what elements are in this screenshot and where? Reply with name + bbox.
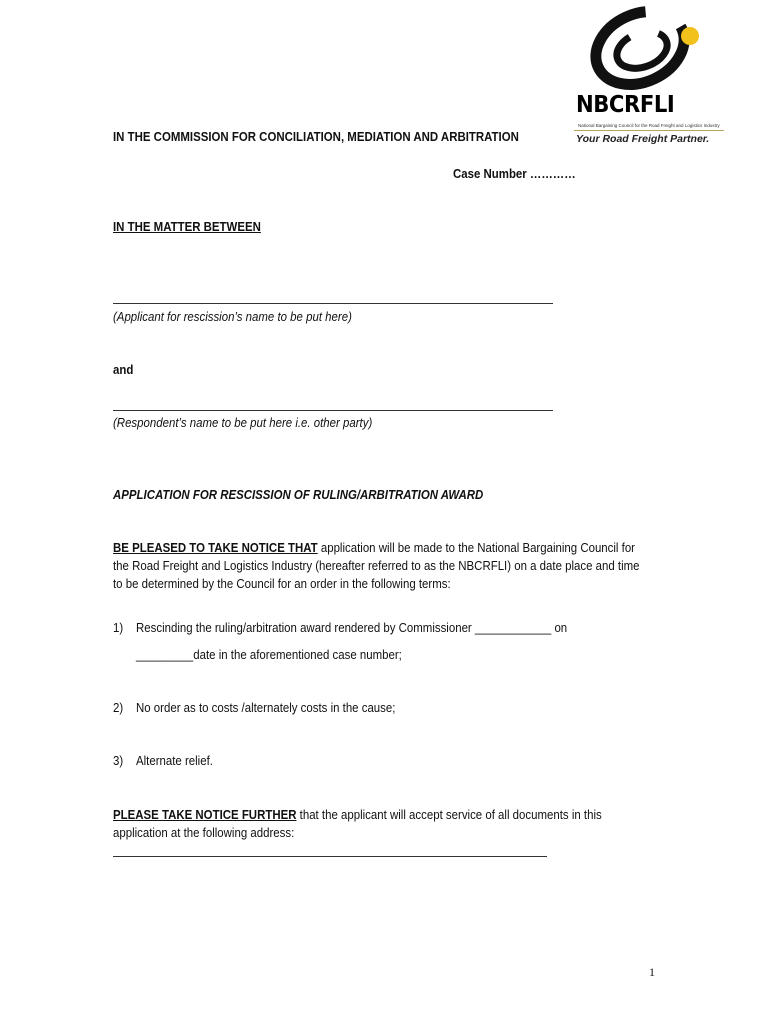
notice-paragraph <box>113 539 641 593</box>
logo-tagline: Your Road Freight Partner. <box>576 133 710 145</box>
page-number: 1 <box>649 965 655 979</box>
further-body: that the applicant will accept service of all documents in this application at the following address: <box>113 807 602 840</box>
respondent-caption: (Respondent’s name to be put here i.e. other party) <box>113 415 373 430</box>
logo-subtitle: National Bargaining Council for the Road Freight and Logistics Industry <box>578 123 720 128</box>
and-label: and <box>113 362 134 377</box>
term-1-continuation: _________date in the aforementioned case number; <box>136 647 402 662</box>
term-3-number: 3) <box>113 753 124 768</box>
application-title: APPLICATION FOR RESCISSION OF RULING/ARBITRATION AWARD <box>113 487 484 502</box>
nbcrfli-emblem-icon <box>568 6 728 96</box>
nbcrfli-logo <box>568 6 728 150</box>
notice-lead: BE PLEASED TO TAKE NOTICE THAT <box>113 540 318 555</box>
applicant-name-line[interactable] <box>113 303 553 304</box>
term-2-number: 2) <box>113 700 124 715</box>
term-2-text: No order as to costs /alternately costs in the cause; <box>136 700 396 715</box>
address-line[interactable] <box>113 856 547 857</box>
notice-body: application will be made to the National Bargaining Council for the Road Freight and Logistics Industry (hereafter referred to as the NBCRFLI) on a date place and time to be determined by the Council for an order in the following terms: <box>113 540 640 591</box>
logo-divider <box>574 130 724 131</box>
term-1-text: Rescinding the ruling/arbitration award rendered by Commissioner ____________ on <box>136 620 568 635</box>
commission-heading: IN THE COMMISSION FOR CONCILIATION, MEDIATION AND ARBITRATION <box>113 129 519 144</box>
logo-name: NBCRFLI <box>576 92 675 118</box>
term-3-text: Alternate relief. <box>136 753 213 768</box>
further-notice-paragraph <box>113 806 641 842</box>
case-number: Case Number ………… <box>453 166 576 181</box>
further-lead: PLEASE TAKE NOTICE FURTHER <box>113 807 297 822</box>
applicant-caption: (Applicant for rescission’s name to be put here) <box>113 309 352 324</box>
matter-between-heading: IN THE MATTER BETWEEN <box>113 219 261 234</box>
respondent-name-line[interactable] <box>113 410 553 411</box>
term-1-number: 1) <box>113 620 124 635</box>
